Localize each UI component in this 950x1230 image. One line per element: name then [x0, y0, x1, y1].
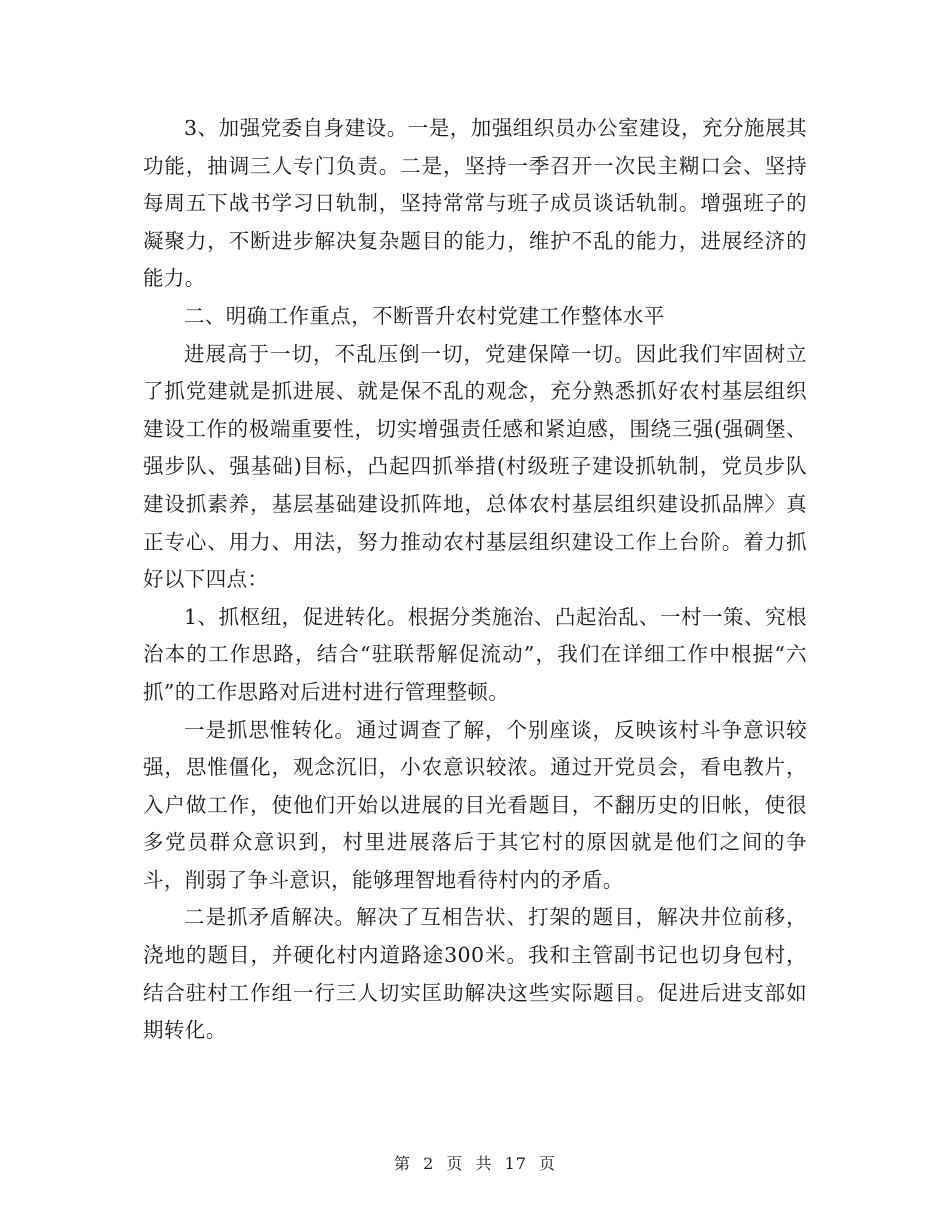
paragraph-development-priority: 进展高于一切，不乱压倒一切，党建保障一切。因此我们牢固树立了抓党建就是抓进展、就是保不乱的观念，充分熟悉抓好农村基层组织建设工作的极端重要性，切实增强责任感和紧迫感，围绕三强(强碉堡、强步队、强基础)目标，凸起四抓举措(村级班子建设抓轨制，党员步队建设抓素养，基层基础建设抓阵地，总体农村基层组织建设抓品牌〉真正专心、用力、用法，努力推动农村基层组织建设工作上台阶。着力抓好以下四点： — [143, 341, 807, 592]
footer-total-pages: 17 — [504, 1154, 527, 1173]
footer-total-word: 页 — [539, 1154, 557, 1173]
document-body — [143, 110, 807, 1050]
paragraph-thought-transformation: 一是抓思惟转化。通过调查了解，个别座谈，反映该村斗争意识较强，思惟僵化，观念沉旧，小农意识较浓。通过开党员会，看电教片，入户做工作，使他们开始以进展的目光看题目，不翻历史的旧帐，使很多党员群众意识到，村里进展落后于其它村的原因就是他们之间的争斗，削弱了争斗意识，能够理智地看待村内的矛盾。 — [143, 717, 807, 892]
section-heading-work-focus: 二、明确工作重点，不断晋升农村党建工作整体水平 — [184, 303, 665, 328]
footer-page-number: 2 — [423, 1154, 435, 1173]
paragraph-conflict-resolution: 二是抓矛盾解决。解决了互相告状、打架的题目，解决井位前移，浇地的题目，并硬化村内道路途300米。我和主管副书记也切身包村，结合驻村工作组一行三人切实匡助解决这些实际题目。促进后进支部如期转化。 — [143, 905, 807, 1043]
footer-total-prefix: 共 — [475, 1154, 493, 1173]
footer-page-word: 页 — [446, 1154, 464, 1173]
page-footer — [0, 1154, 950, 1174]
paragraph-grasp-key-transform: 1、抓枢纽，促进转化。根据分类施治、凸起治乱、一村一策、究根治本的工作思路，结合“驻联帮解促流动”，我们在详细工作中根据“六抓”的工作思路对后进村进行管理整顿。 — [143, 604, 807, 704]
footer-prefix: 第 — [393, 1154, 411, 1173]
paragraph-party-committee-building: 3、加强党委自身建设。一是，加强组织员办公室建设，充分施展其功能，抽调三人专门负责。二是，坚持一季召开一次民主糊口会、坚持每周五下战书学习日轨制，坚持常常与班子成员谈话轨制。增强班子的凝聚力，不断进步解决复杂题目的能力，维护不乱的能力，进展经济的能力。 — [143, 116, 807, 291]
